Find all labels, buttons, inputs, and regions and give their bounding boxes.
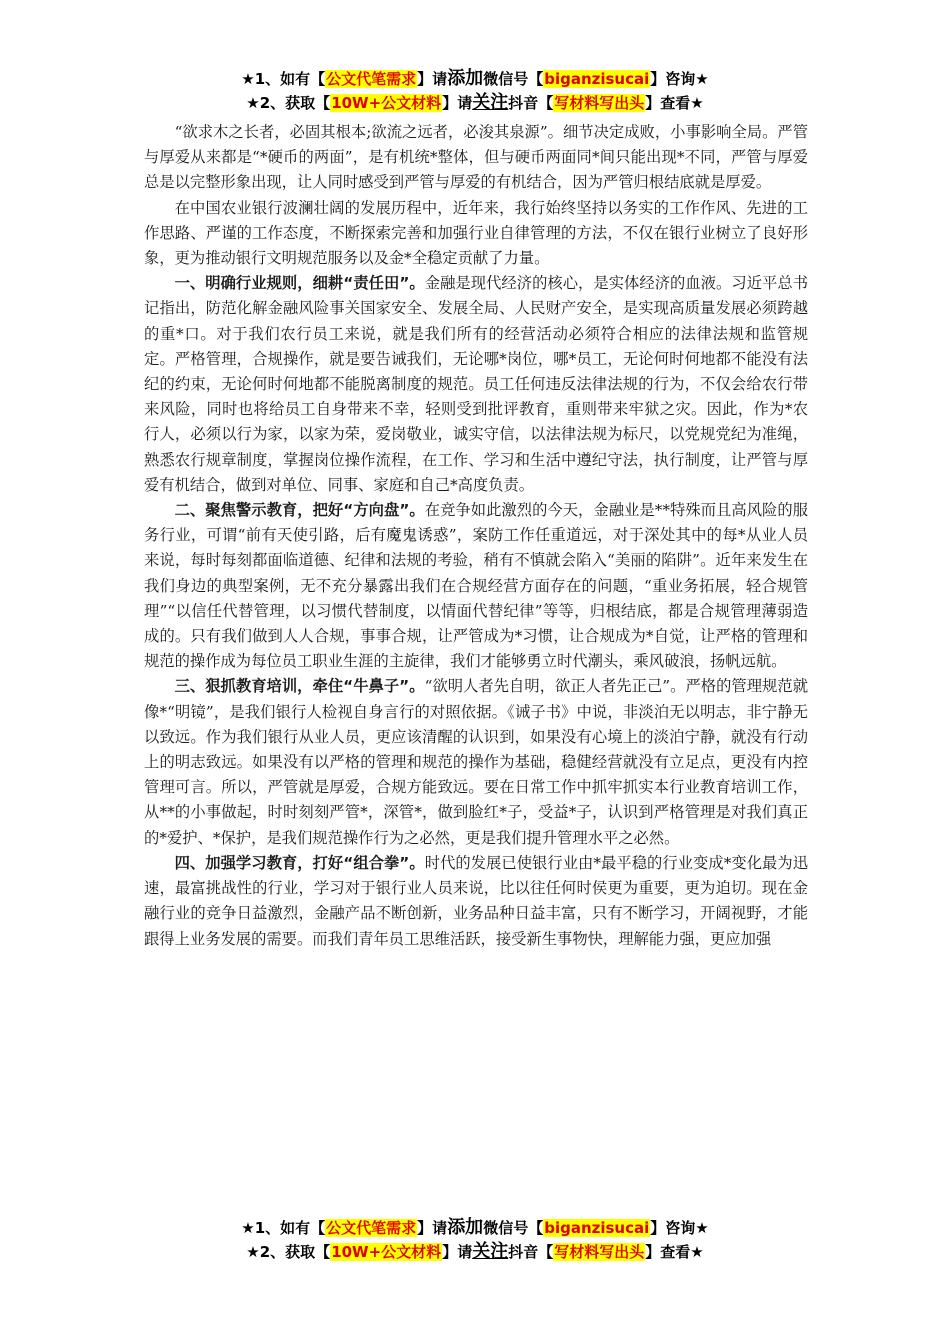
section-heading-1: 一、明确行业规则，细耕“责任田”。 <box>174 274 425 293</box>
douyin-account-highlight: 写材料写出头 <box>554 94 645 112</box>
promo-text: 】请 <box>417 70 448 88</box>
paragraph-section-2 <box>144 498 808 674</box>
promo-text: 】查看★ <box>645 94 704 112</box>
promo-banner-top <box>0 67 950 115</box>
promo-line-2 <box>0 91 950 115</box>
section-heading-3: 三、狠抓教育培训，牵住“牛鼻子”。 <box>174 677 425 696</box>
section-text-2: 在竞争如此激烈的今天，金融业是**特殊而且高风险的服务行业，可谓“前有天使引路，后有魔鬼诱惑”，案防工作任重道远，对于深处其中的每*从业人员来说，每时每刻都面临道德、纪律和法规的考验，稍有不慎就会陷入“美丽的陷阱”。近年来发生在我们身边的典型案例，无不充分暴露出我们在合规经营方面存在的问题，“重业务拓展，轻合规管理”“以信任代替管理，以习惯代替制度，以情面代替纪律”等等，归根结底，都是合规管理薄弱造成的。只有我们做到人人合规，事事合规，让严管成为*习惯，让合规成为*自觉，让严格的管理和规范的操作成为每位员工职业生涯的主旋律，我们才能够勇立时代潮头，乘风破浪，扬帆远航。 <box>144 501 808 671</box>
paragraph-intro: “欲求木之长者，必固其根本;欲流之远者，必浚其泉源”。细节决定成败，小事影响全局。严管与厚爱从来都是“*硬币的两面”，是有机统*整体，但与硬币两面同*间只能出现*不同，严管与厚爱总是以完整形象出现，让人同时感受到严管与厚爱的有机结合，因为严管归根结底就是厚爱。 <box>144 123 808 192</box>
promo-highlight: 公文代笔需求 <box>326 1219 417 1237</box>
wechat-id-highlight: biganzisucai <box>544 70 650 88</box>
promo-text: 微信号【 <box>483 1219 544 1237</box>
paragraph-section-3 <box>144 674 808 850</box>
promo-text: 抖音【 <box>508 1243 554 1261</box>
promo-text: ★1、如有【 <box>241 1219 326 1237</box>
paragraph-background: 在中国农业银行波澜壮阔的发展历程中，近年来，我行始终坚持以务实的工作作风、先进的工作思路、严谨的工作态度，不断探索完善和加强行业自律管理的方法，不仅在银行业树立了良好形象，更为推动银行文明规范服务以及金*全稳定贡献了力量。 <box>144 198 808 268</box>
promo-text: 】请 <box>442 94 473 112</box>
promo-text: ★2、获取【 <box>246 94 331 112</box>
section-text-4: 时代的发展已使银行业由*最平稳的行业变成*变化最为迅速，最富挑战性的行业，学习对于银行业人员来说，比以往任何时侯更为重要，更为迫切。现在金融行业的竞争日益激烈，金融产品不断创新，业务品种日益丰富，只有不断学习，开阔视野，才能跟得上业务发展的需要。而我们青年员工思维活跃，接受新生事物快，理解能力强，更应加强 <box>144 853 808 948</box>
promo-emphasis: 关注 <box>472 1241 509 1262</box>
promo-text: 】请 <box>442 1243 473 1261</box>
paragraph-section-1 <box>144 271 808 498</box>
document-body <box>144 120 808 952</box>
promo-text: 微信号【 <box>483 70 544 88</box>
promo-text: 】咨询★ <box>650 70 709 88</box>
promo-text: 抖音【 <box>508 94 554 112</box>
promo-emphasis: 添加 <box>447 1217 484 1238</box>
promo-text: 】查看★ <box>645 1243 704 1261</box>
promo-text: ★1、如有【 <box>241 70 326 88</box>
douyin-account-highlight: 写材料写出头 <box>554 1243 645 1261</box>
section-heading-2: 二、聚焦警示教育，把好“方向盘”。 <box>174 501 425 520</box>
promo-text: ★2、获取【 <box>246 1243 331 1261</box>
promo-line-1 <box>0 1216 950 1240</box>
paragraph-section-4 <box>144 851 808 952</box>
promo-highlight: 10W+公文材料 <box>331 1243 442 1261</box>
promo-emphasis: 关注 <box>472 92 509 113</box>
wechat-id-highlight: biganzisucai <box>544 1219 650 1237</box>
promo-highlight: 10W+公文材料 <box>331 94 442 112</box>
section-heading-4: 四、加强学习教育，打好“组合拳”。 <box>174 853 425 872</box>
promo-line-2 <box>0 1240 950 1264</box>
section-text-3: “欲明人者先自明，欲正人者先正己”。严格的管理规范就像*“明镜”，是我们银行人检视自身言行的对照依据。《诫子书》中说，非淡泊无以明志，非宁静无以致远。作为我们银行从业人员，更应该清醒的认识到，如果没有心境上的淡泊宁静，就没有行动上的明志致远。如果没有以严格的管理和规范的操作为基础，稳健经营就没有立足点，更没有内控管理可言。所以，严管就是厚爱，合规方能致远。要在日常工作中抓牢抓实本行业教育培训工作，从**的小事做起，时时刻刻严管*，深管*，做到脸红*子，受益*子，认识到严格管理是对我们真正的*爱护、*保护，是我们规范操作行为之必然，更是我们提升管理水平之必然。 <box>144 677 808 847</box>
section-text-1: 金融是现代经济的核心，是实体经济的血液。习近平总书记指出，防范化解金融风险事关国家安全、发展全局、人民财产安全，是实现高质量发展必须跨越的重*口。对于我们农行员工来说，就是我们所有的经营活动必须符合相应的法律法规和监管规定。严格管理，合规操作，就是要告诫我们，无论哪*岗位，哪*员工，无论何时何地都不能没有法纪的约束，无论何时何地都不能脱离制度的规范。员工任何违反法律法规的行为，不仅会给农行带来风险，同时也将给员工自身带来不幸，轻则受到批评教育，重则带来牢狱之灾。因此，作为*农行人，必须以行为家，以家为荣，爱岗敬业，诚实守信，以法律法规为标尺，以党规党纪为准绳，熟悉农行规章制度，掌握岗位操作流程，在工作、学习和生活中遵纪守法，执行制度，让严管与厚爱有机结合，做到对单位、同事、家庭和自己*高度负责。 <box>144 274 808 494</box>
promo-emphasis: 添加 <box>447 68 484 89</box>
promo-highlight: 公文代笔需求 <box>326 70 417 88</box>
promo-line-1 <box>0 67 950 91</box>
promo-text: 】请 <box>417 1219 448 1237</box>
promo-banner-bottom <box>0 1216 950 1264</box>
promo-text: 】咨询★ <box>650 1219 709 1237</box>
